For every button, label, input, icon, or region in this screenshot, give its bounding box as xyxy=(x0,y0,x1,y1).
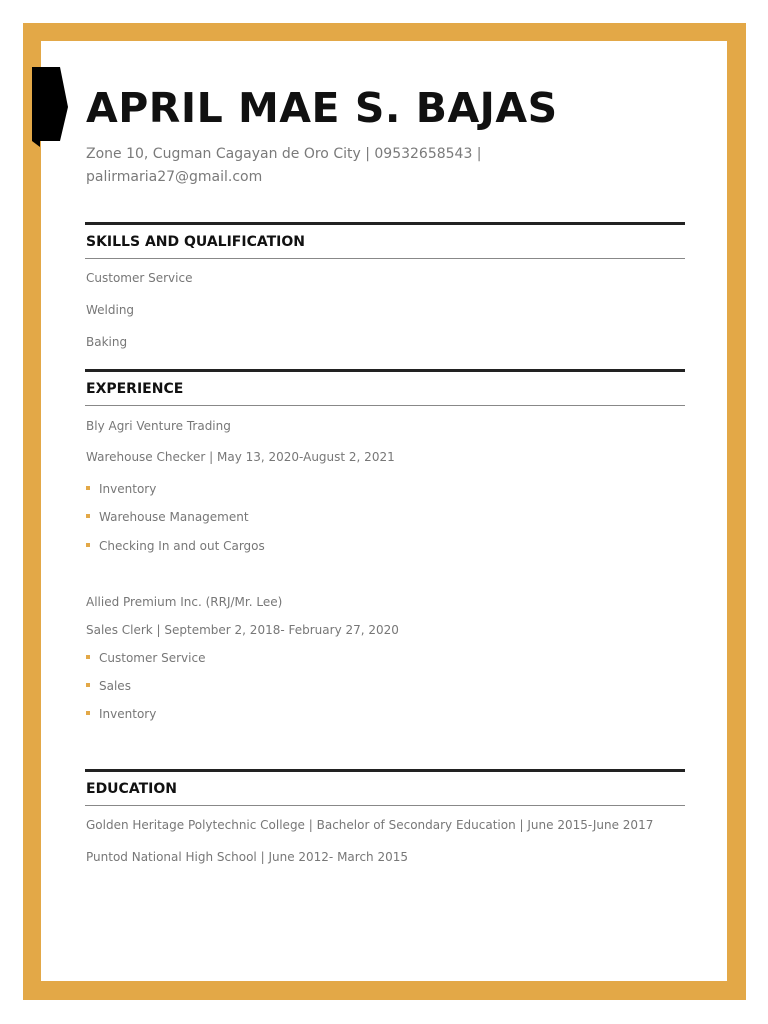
bullet-icon xyxy=(86,711,90,715)
section-rule-bottom xyxy=(85,405,685,406)
section-title: EDUCATION xyxy=(86,781,177,797)
job-company: Allied Premium Inc. (RRJ/Mr. Lee) xyxy=(86,595,283,609)
job-duty: Inventory xyxy=(86,482,156,496)
job-role: Sales Clerk | September 2, 2018- February 27, 2020 xyxy=(86,623,399,637)
skill-item: Customer Service xyxy=(86,271,193,285)
job-role: Warehouse Checker | May 13, 2020-August 2, 2021 xyxy=(86,450,395,464)
skill-item: Baking xyxy=(86,335,128,349)
header-accent-tab xyxy=(32,67,68,147)
education-section-header xyxy=(85,769,685,806)
bullet-icon xyxy=(86,655,90,659)
section-rule-bottom xyxy=(85,805,685,806)
job-duty: Inventory xyxy=(86,707,156,721)
job-duty: Warehouse Management xyxy=(86,510,249,524)
education-item: Puntod National High School | June 2012- March 2015 xyxy=(86,850,409,864)
contact-address-phone: Zone 10, Cugman Cagayan de Oro City | 09532658543 | xyxy=(86,146,482,162)
job-duty: Sales xyxy=(86,679,131,693)
education-item: Golden Heritage Polytechnic College | Bachelor of Secondary Education | June 2015-June 2017 xyxy=(86,818,654,832)
applicant-name: APRIL MAE S. BAJAS xyxy=(86,84,558,132)
experience-section-header xyxy=(85,369,685,406)
skills-section-header xyxy=(85,222,685,259)
section-title: EXPERIENCE xyxy=(86,381,184,397)
section-title: SKILLS AND QUALIFICATION xyxy=(86,234,305,250)
bullet-icon xyxy=(86,543,90,547)
job-duty: Checking In and out Cargos xyxy=(86,539,265,553)
bullet-icon xyxy=(86,683,90,687)
skill-item: Welding xyxy=(86,303,135,317)
bullet-icon xyxy=(86,486,90,490)
contact-info xyxy=(86,143,506,188)
bullet-icon xyxy=(86,514,90,518)
contact-email: palirmaria27@gmail.com xyxy=(86,168,263,185)
section-rule-bottom xyxy=(85,258,685,259)
job-duty: Customer Service xyxy=(86,651,205,665)
job-company: Bly Agri Venture Trading xyxy=(86,419,231,433)
